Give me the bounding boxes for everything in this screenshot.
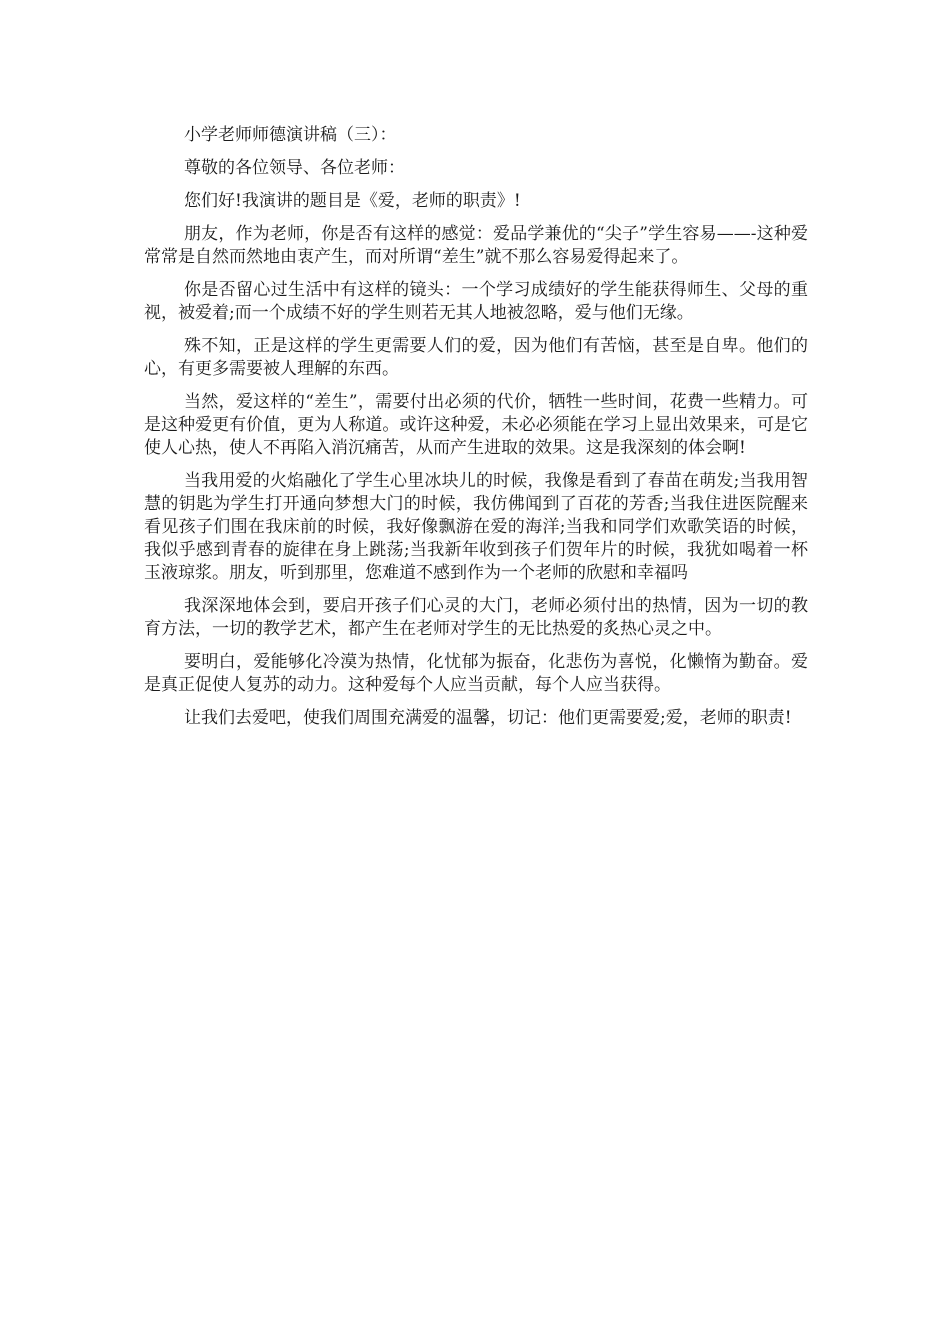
paragraph: 当然，爱这样的“差生”，需要付出必须的代价，牺牲一些时间，花费一些精力。可是这种爱更有价值，更为人称道。或许这种爱，未必必须能在学习上显出效果来，可是它使人心热，使人不再陷入消沉痛苦，从而产生进取的效果。这是我深刻的体会啊! bbox=[144, 392, 808, 458]
paragraph: 朋友，作为老师，你是否有这样的感觉：爱品学兼优的“尖子”学生容易——-这种爱常常是自然而然地由衷产生，而对所谓“差生”就不那么容易爱得起来了。 bbox=[144, 224, 808, 267]
document-body bbox=[144, 124, 808, 740]
paragraph: 我深深地体会到，要启开孩子们心灵的大门，老师必须付出的热情，因为一切的教育方法，一切的教学艺术，都产生在老师对学生的无比热爱的炙热心灵之中。 bbox=[144, 596, 808, 639]
salutation: 尊敬的各位领导、各位老师： bbox=[184, 158, 405, 178]
paragraph: 让我们去爱吧，使我们周围充满爱的温馨，切记：他们更需要爱;爱，老师的职责! bbox=[184, 708, 792, 728]
greeting: 您们好!我演讲的题目是《爱，老师的职责》! bbox=[184, 191, 521, 211]
paragraph: 殊不知，正是这样的学生更需要人们的爱，因为他们有苦恼，甚至是自卑。他们的心，有更多需要被人理解的东西。 bbox=[144, 336, 808, 379]
paragraph: 你是否留心过生活中有这样的镜头：一个学习成绩好的学生能获得师生、父母的重视，被爱着;而一个成绩不好的学生则若无其人地被忽略，爱与他们无缘。 bbox=[144, 280, 808, 323]
paragraph: 当我用爱的火焰融化了学生心里冰块儿的时候，我像是看到了春苗在萌发;当我用智慧的钥匙为学生打开通向梦想大门的时候，我仿佛闻到了百花的芳香;当我住进医院醒来看见孩子们围在我床前的时候，我好像飘游在爱的海洋;当我和同学们欢歌笑语的时候，我似乎感到青春的旋律在身上跳荡;当我新年收到孩子们贺年片的时候，我犹如喝着一杯玉液琼浆。朋友，听到那里，您难道不感到作为一个老师的欣慰和幸福吗 bbox=[144, 471, 808, 583]
document-title: 小学老师师德演讲稿（三）： bbox=[184, 125, 397, 145]
paragraph: 要明白，爱能够化冷漠为热情，化忧郁为振奋，化悲伤为喜悦，化懒惰为勤奋。爱是真正促使人复苏的动力。这种爱每个人应当贡献，每个人应当获得。 bbox=[144, 652, 808, 695]
